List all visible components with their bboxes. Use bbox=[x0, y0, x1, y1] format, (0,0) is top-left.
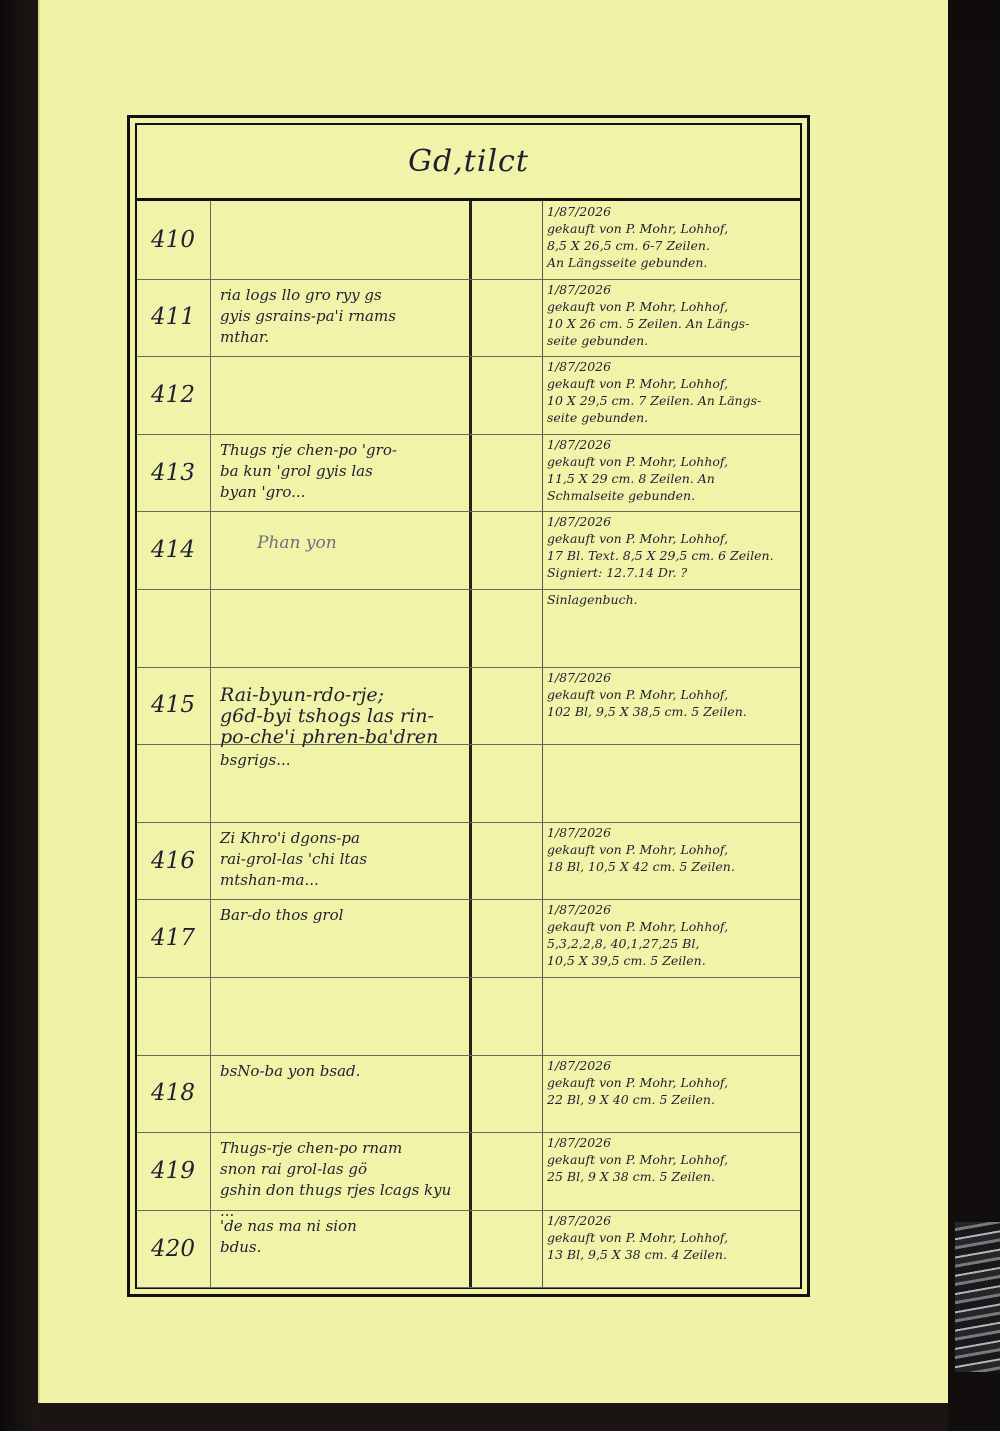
row-number: 418 bbox=[151, 1080, 195, 1107]
scan-background-bottom bbox=[38, 1403, 948, 1431]
row-description: 1/87/2026 gekauft von P. Mohr, Lohhof, 11,5 X 29 cm. 8 Zeilen. An Schmalseite gebunden. bbox=[547, 436, 729, 503]
table-row bbox=[137, 977, 800, 1056]
row-description: 1/87/2026 gekauft von P. Mohr, Lohhof, 10 X 26 cm. 5 Zeilen. An Längs- seite gebunden. bbox=[547, 281, 750, 348]
row-number: 419 bbox=[151, 1157, 195, 1184]
row-number: 420 bbox=[151, 1235, 195, 1262]
plastic-sleeve-edge bbox=[955, 1222, 1000, 1372]
row-description: 1/87/2026 gekauft von P. Mohr, Lohhof, 102 Bl, 9,5 X 38,5 cm. 5 Zeilen. bbox=[547, 669, 747, 719]
ledger-title: Gd,tilct bbox=[408, 144, 529, 179]
row-number: 412 bbox=[151, 381, 195, 408]
ledger-table bbox=[127, 115, 810, 1297]
row-description: 1/87/2026 gekauft von P. Mohr, Lohhof, 10 X 29,5 cm. 7 Zeilen. An Längs- seite gebunden. bbox=[547, 359, 762, 426]
row-number: 410 bbox=[151, 226, 195, 253]
ledger-table-inner bbox=[135, 123, 802, 1289]
row-title: Thugs-rje chen-po rnam snon rai grol-las gö gshin don thugs rjes lcags kyu ... bbox=[220, 1139, 452, 1221]
row-number: 414 bbox=[151, 537, 195, 564]
row-title: Zi Khro'i dgons-pa rai-grol-las 'chi ltas mtshan-ma... bbox=[220, 828, 368, 889]
table-row bbox=[137, 667, 800, 746]
row-title: Rai-byun-rdo-rje; g6d-byi tshogs las rin- po-che'i phren-ba'dren bbox=[220, 683, 439, 748]
table-row bbox=[137, 201, 800, 280]
scan-background-top-right bbox=[948, 0, 1000, 40]
row-description: 1/87/2026 gekauft von P. Mohr, Lohhof, 18 Bl, 10,5 X 42 cm. 5 Zeilen. bbox=[547, 824, 735, 874]
table-row bbox=[137, 511, 800, 590]
row-number: 413 bbox=[151, 459, 195, 486]
row-description: 1/87/2026 gekauft von P. Mohr, Lohhof, 8,5 X 26,5 cm. 6-7 Zeilen. An Längsseite gebunden. bbox=[547, 204, 729, 270]
row-title: ria logs llo gro ryy gs gyis gsrains-pa'i rnams mthar. bbox=[220, 285, 396, 346]
table-row bbox=[137, 1055, 800, 1134]
row-title: bsNo-ba yon bsad. bbox=[220, 1061, 361, 1080]
row-description: 1/87/2026 gekauft von P. Mohr, Lohhof, 17 Bl. Text. 8,5 X 29,5 cm. 6 Zeilen. Signiert: 12.7.14 Dr. ? bbox=[547, 514, 774, 581]
row-number: 411 bbox=[151, 304, 195, 331]
table-row bbox=[137, 744, 800, 823]
row-description: 1/87/2026 gekauft von P. Mohr, Lohhof, 25 Bl, 9 X 38 cm. 5 Zeilen. bbox=[547, 1135, 729, 1185]
row-title: bsgrigs... bbox=[220, 751, 291, 770]
row-number: 417 bbox=[151, 925, 195, 952]
table-row bbox=[137, 1132, 800, 1221]
scan-background-left bbox=[0, 0, 38, 1431]
row-description: 1/87/2026 gekauft von P. Mohr, Lohhof, 22 Bl, 9 X 40 cm. 5 Zeilen. bbox=[547, 1057, 729, 1107]
row-title: Bar-do thos grol bbox=[220, 906, 344, 925]
ledger-header bbox=[137, 125, 800, 201]
table-row bbox=[137, 822, 800, 901]
table-row bbox=[137, 279, 800, 358]
table-row bbox=[137, 1210, 800, 1289]
row-title: 'de nas ma ni sion bdus. bbox=[220, 1216, 357, 1256]
row-title: Thugs rje chen-po 'gro- ba kun 'grol gyis las byan 'gro... bbox=[220, 440, 397, 501]
table-row bbox=[137, 589, 800, 668]
row-number: 416 bbox=[151, 847, 195, 874]
table-row bbox=[137, 434, 800, 513]
table-row bbox=[137, 356, 800, 435]
row-description: 1/87/2026 gekauft von P. Mohr, Lohhof, 13 Bl, 9,5 X 38 cm. 4 Zeilen. bbox=[547, 1212, 729, 1262]
row-number: 415 bbox=[151, 692, 195, 719]
row-title: Phan yon bbox=[257, 533, 337, 554]
row-description: 1/87/2026 gekauft von P. Mohr, Lohhof, 5,3,2,2,8, 40,1,27,25 Bl, 10,5 X 39,5 cm. 5 Zeilen. bbox=[547, 902, 729, 969]
row-description: Sinlagenbuch. bbox=[547, 592, 638, 607]
table-row bbox=[137, 899, 800, 978]
